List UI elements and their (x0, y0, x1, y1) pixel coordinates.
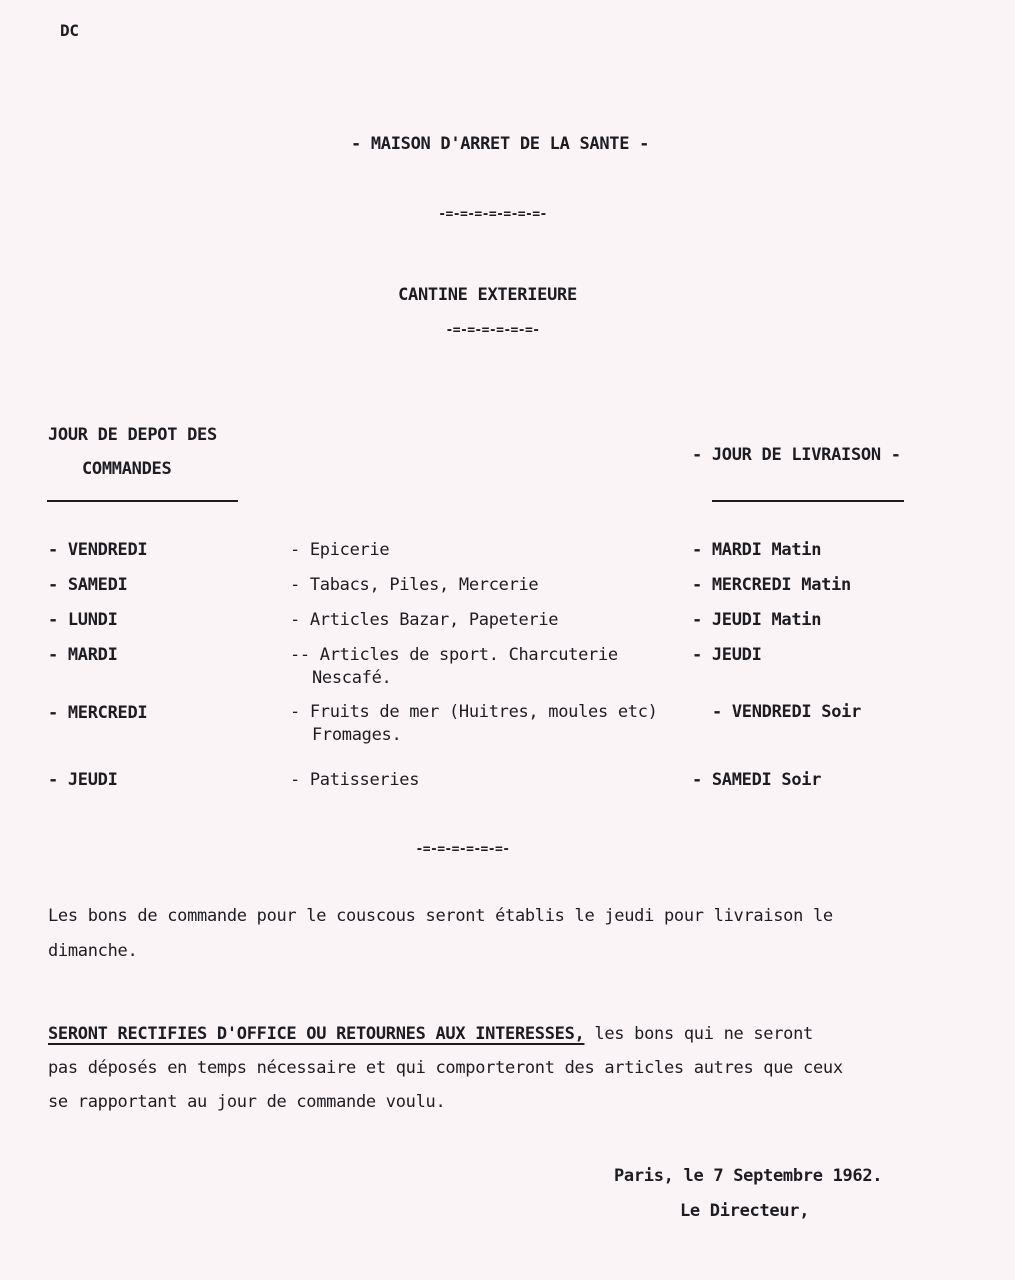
rectification-notice-line2: pas déposés en temps nécessaire et qui comporteront des articles autres que ceux (48, 1058, 843, 1078)
signer-title: Le Directeur, (680, 1201, 810, 1221)
depot-day: - MERCREDI (48, 703, 148, 723)
depot-day: - LUNDI (48, 610, 118, 630)
delivery-day: - SAMEDI Soir (692, 770, 822, 790)
depot-heading-underline (47, 500, 238, 502)
livraison-heading-underline (712, 500, 904, 502)
table-separator: -=-=-=-=-=-=- (415, 842, 510, 857)
delivery-day: - MARDI Matin (692, 540, 822, 560)
couscous-note-line1: Les bons de commande pour le couscous seront établis le jeudi pour livraison le (48, 906, 833, 926)
subtitle-separator: -=-=-=-=-=-=- (445, 323, 540, 338)
article-list: - Fruits de mer (Huitres, moules etc) (290, 702, 658, 722)
rectification-text: les bons qui ne seront (584, 1024, 813, 1044)
depot-column-heading-line1: JOUR DE DEPOT DES (48, 425, 217, 445)
livraison-column-heading: - JOUR DE LIVRAISON - (692, 445, 901, 465)
rectification-notice-line1 (48, 1023, 813, 1045)
depot-day: - JEUDI (48, 770, 118, 790)
article-list: -- Articles de sport. Charcuterie (290, 645, 618, 665)
rectification-notice-line3: se rapportant au jour de commande voulu. (48, 1092, 446, 1112)
delivery-day: - VENDREDI Soir (712, 702, 862, 722)
rectification-warning: SERONT RECTIFIES D'OFFICE OU RETOURNES AUX INTERESSES, (48, 1024, 585, 1044)
article-list: - Patisseries (290, 770, 420, 790)
article-list-continued: Nescafé. (312, 668, 392, 688)
page-subtitle: CANTINE EXTERIEURE (398, 285, 577, 305)
delivery-day: - JEUDI (692, 645, 762, 665)
article-list: - Epicerie (290, 540, 390, 560)
place-and-date: Paris, le 7 Septembre 1962. (614, 1166, 883, 1186)
article-list: - Tabacs, Piles, Mercerie (290, 575, 539, 595)
delivery-day: - JEUDI Matin (692, 610, 822, 630)
depot-day: - MARDI (48, 645, 118, 665)
couscous-note-line2: dimanche. (48, 941, 138, 961)
article-list: - Articles Bazar, Papeterie (290, 610, 559, 630)
depot-day: - VENDREDI (48, 540, 148, 560)
depot-day: - SAMEDI (48, 575, 128, 595)
depot-column-heading-line2: COMMANDES (82, 459, 172, 479)
page-title: - MAISON D'ARRET DE LA SANTE - (350, 134, 650, 154)
title-separator: -=-=-=-=-=-=-=- (438, 207, 547, 222)
article-list-continued: Fromages. (312, 725, 402, 745)
delivery-day: - MERCREDI Matin (692, 575, 851, 595)
initials: DC (60, 21, 79, 40)
